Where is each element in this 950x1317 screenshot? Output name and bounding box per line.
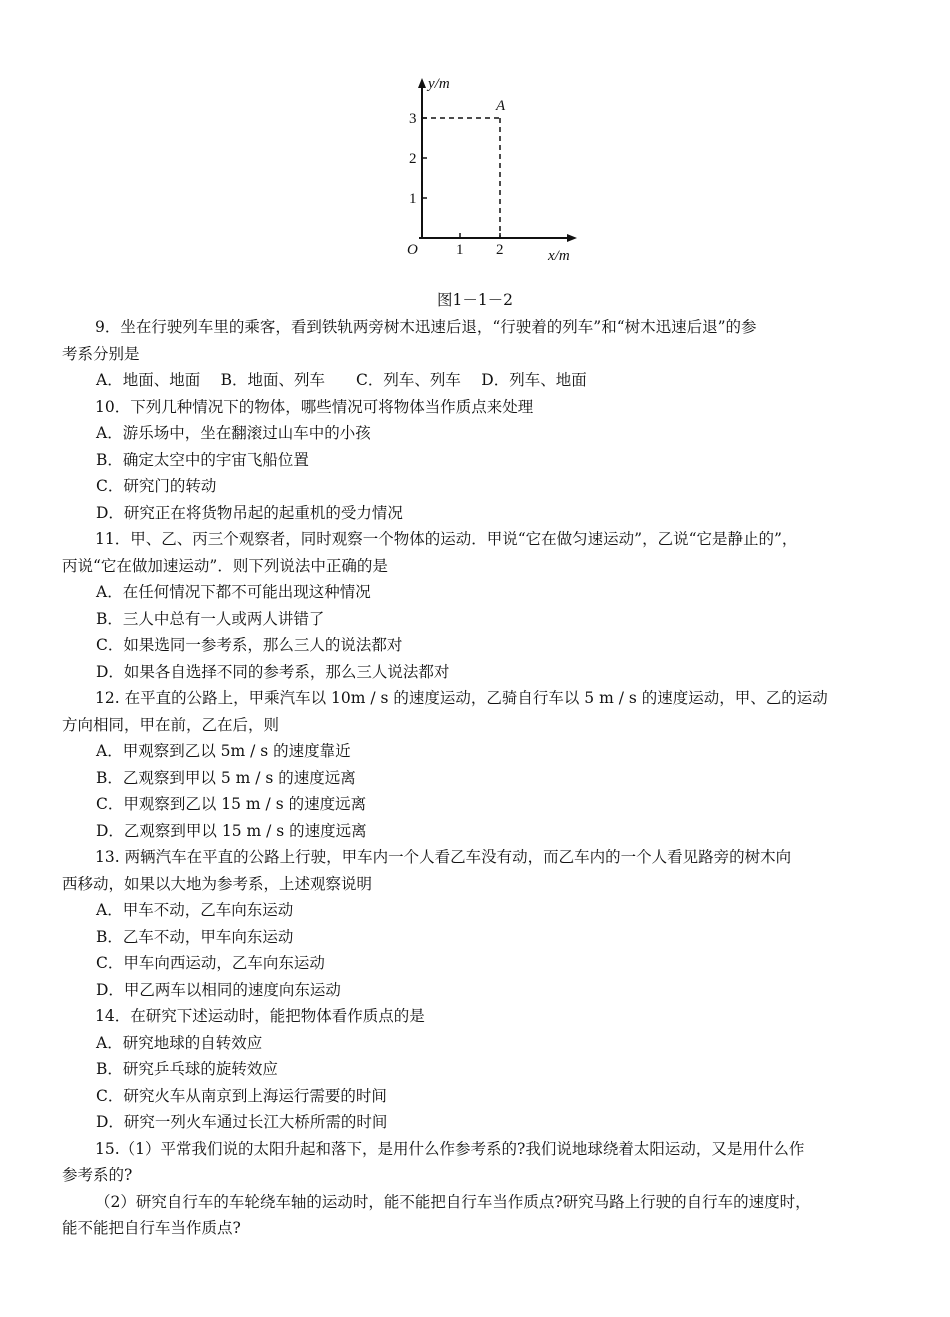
q10-option-d: D．研究正在将货物吊起的起重机的受力情况 [96,503,403,522]
q15-part1-line2: 参考系的? [62,1166,133,1184]
q12-stem-line1: 12. 在平直的公路上，甲乘汽车以 10m / s 的速度运动，乙骑自行车以 5 m / s 的速度运动，甲、乙的运动 [95,689,828,707]
q14-option-a: A．研究地球的自转效应 [96,1033,263,1052]
q10-option-a: A．游乐场中，坐在翻滚过山车中的小孩 [96,424,371,442]
y-tick-label-2: 2 [409,151,417,167]
q9-stem-line2: 考系分别是 [62,344,140,363]
coordinate-figure [395,70,595,270]
y-tick-label-1: 1 [409,191,417,207]
point-a-label: A [496,98,506,114]
q14-option-b: B．研究乒乓球的旋转效应 [96,1060,278,1078]
q9-stem-line1: 9．坐在行驶列车里的乘客，看到铁轨两旁树木迅速后退，“行驶着的列车”和“树木迅速后退”的参 [95,318,757,336]
q9-options: A．地面、地面 B．地面、列车 C．列车、列车 D．列车、地面 [96,371,587,389]
q12-option-c: C．甲观察到乙以 15 m / s 的速度远离 [96,795,367,813]
q14-stem: 14．在研究下述运动时，能把物体看作质点的是 [95,1007,425,1025]
q12-option-b: B．乙观察到甲以 5 m / s 的速度远离 [96,768,356,787]
q13-option-a: A．甲车不动，乙车向东运动 [96,901,294,919]
figure-caption: 图1－1－2 [436,291,514,309]
q10-option-c: C．研究门的转动 [96,477,217,495]
q11-option-b: B．三人中总有一人或两人讲错了 [96,609,325,628]
q11-option-a: A．在任何情况下都不可能出现这种情况 [96,583,371,601]
q12-option-a: A．甲观察到乙以 5m / s 的速度靠近 [96,742,351,760]
q10-option-b: B．确定太空中的宇宙飞船位置 [96,450,309,469]
q14-option-d: D．研究一列火车通过长江大桥所需的时间 [96,1113,388,1131]
q11-stem-line1: 11．甲、乙、丙三个观察者，同时观察一个物体的运动．甲说“它在做匀速运动”，乙说“它是静止的”， [95,530,798,548]
origin-label: O [407,242,418,258]
q11-option-d: D．如果各自选择不同的参考系，那么三人说法都对 [96,662,450,681]
q13-stem-line1: 13. 两辆汽车在平直的公路上行驶，甲车内一个人看乙车没有动，而乙车内的一个人看见路旁的树木向 [95,848,792,866]
q13-option-c: C．甲车向西运动，乙车向东运动 [96,954,325,972]
x-axis-arrow [567,234,577,242]
x-tick-label-1: 1 [456,242,464,258]
q15-part2-line1: （2）研究自行车的车轮绕车轴的运动时，能不能把自行车当作质点?研究马路上行驶的自行车的速度时， [95,1192,811,1211]
q14-option-c: C．研究火车从南京到上海运行需要的时间 [96,1086,387,1105]
question-list [62,314,894,1242]
y-tick-label-3: 3 [409,111,417,127]
q12-stem-line2: 方向相同，甲在前，乙在后，则 [62,715,280,734]
q11-option-c: C．如果选同一参考系，那么三人的说法都对 [96,636,403,654]
q13-option-b: B．乙车不动，甲车向东运动 [96,927,294,946]
y-axis-arrow [418,78,426,88]
x-tick-label-2: 2 [496,242,504,258]
q15-part1-line1: 15.（1）平常我们说的太阳升起和落下，是用什么作参考系的?我们说地球绕着太阳运动，又是用什么作 [95,1139,805,1158]
q13-option-d: D．甲乙两车以相同的速度向东运动 [96,980,341,999]
q10-stem: 10．下列几种情况下的物体，哪些情况可将物体当作质点来处理 [95,397,534,416]
q12-option-d: D．乙观察到甲以 15 m / s 的速度远离 [96,821,367,840]
q13-stem-line2: 西移动，如果以大地为参考系，上述观察说明 [62,874,373,893]
x-axis-label: x/m [548,248,570,264]
q11-stem-line2: 丙说“它在做加速运动”．则下列说法中正确的是 [62,556,388,575]
q15-part2-line2: 能不能把自行车当作质点? [62,1219,241,1237]
y-axis-label: y/m [428,76,450,92]
xy-graph [395,70,595,270]
